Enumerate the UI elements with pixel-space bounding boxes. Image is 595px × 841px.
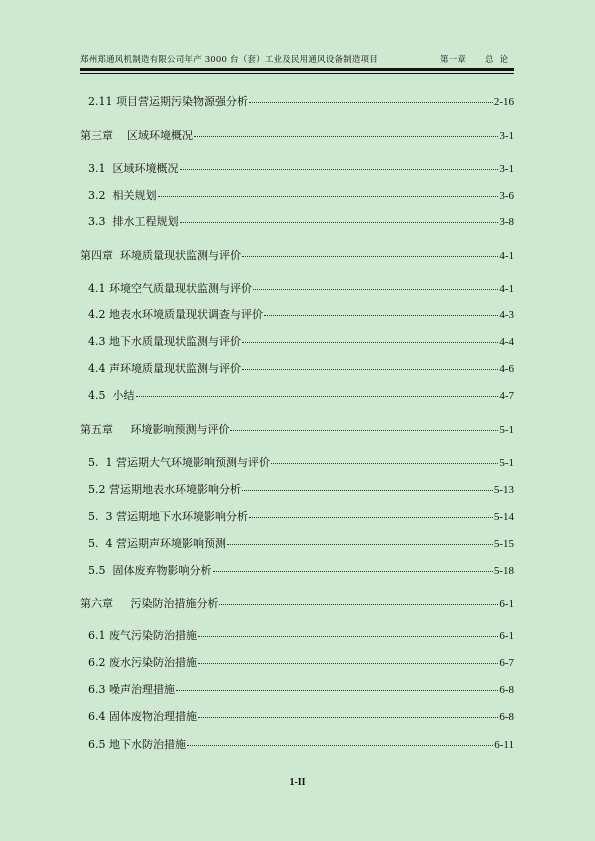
toc-entry[interactable] <box>88 736 514 754</box>
toc-entry[interactable] <box>88 562 514 580</box>
toc-entry-title: 5.5 固体废弃物影响分析 <box>88 564 212 577</box>
toc-entry-page: 5-1 <box>499 457 514 469</box>
toc-entry-title: 第四章 环境质量现状监测与评价 <box>80 249 241 262</box>
toc-entry[interactable] <box>88 213 514 231</box>
toc-entry-title: 6.2 废水污染防治措施 <box>88 656 197 669</box>
toc-entry[interactable] <box>80 247 514 265</box>
toc-entry[interactable] <box>88 508 514 526</box>
dot-leader <box>230 429 498 431</box>
toc-entry-title: 6.4 固体废物治理措施 <box>88 710 197 723</box>
toc-entry-page: 4-1 <box>499 250 514 262</box>
toc-entry[interactable] <box>88 454 514 472</box>
toc-entry-title: 4.2 地表水环境质量现状调查与评价 <box>88 308 263 321</box>
dot-leader <box>194 135 498 137</box>
header-rule-thick <box>80 68 514 71</box>
toc-entry-title: 3.2 相关规划 <box>88 189 157 202</box>
toc-entry-page: 3-8 <box>499 216 514 228</box>
toc-entry-title: 3.3 排水工程规划 <box>88 215 179 228</box>
toc-entry-page: 3-1 <box>499 163 514 175</box>
toc-entry-title: 第五章 环境影响预测与评价 <box>80 423 230 436</box>
toc-entry-page: 4-7 <box>499 390 514 402</box>
dot-leader <box>219 603 498 605</box>
dot-leader <box>136 395 499 397</box>
toc-entry-page: 6-1 <box>499 630 514 642</box>
dot-leader <box>158 195 499 197</box>
toc-entry-title: 4.1 环境空气质量现状监测与评价 <box>88 282 252 295</box>
toc-entry-title: 4.5 小结 <box>88 389 135 402</box>
toc-entry-page: 5-18 <box>493 565 514 577</box>
toc-entry-title: 5. 4 营运期声环境影响预测 <box>88 537 226 550</box>
toc-entry-page: 4-3 <box>499 309 514 321</box>
header-chapter: 第一章 <box>440 55 467 65</box>
toc-entry-title: 6.1 废气污染防治措施 <box>88 629 197 642</box>
toc-entry-title: 4.3 地下水质量现状监测与评价 <box>88 335 241 348</box>
dot-leader <box>198 716 498 718</box>
toc-entry-title: 5. 3 营运期地下水环境影响分析 <box>88 510 248 523</box>
running-header <box>80 52 514 68</box>
dot-leader <box>271 462 498 464</box>
toc-entry-title: 5.2 营运期地表水环境影响分析 <box>88 483 241 496</box>
toc-entry-page: 6-1 <box>499 598 514 610</box>
toc-entry[interactable] <box>88 360 514 378</box>
page-number: 1-II <box>289 777 306 788</box>
header-rule-thin <box>80 73 514 74</box>
toc-entry[interactable] <box>88 654 514 672</box>
dot-leader <box>264 314 498 316</box>
toc-entry-page: 2-16 <box>493 96 514 108</box>
toc-entry[interactable] <box>88 681 514 699</box>
dot-leader <box>242 255 498 257</box>
toc-entry-page: 4-6 <box>499 363 514 375</box>
toc-entry-page: 5-1 <box>499 424 514 436</box>
toc-entry-page: 6-8 <box>499 684 514 696</box>
toc-entry[interactable] <box>88 481 514 499</box>
toc-entry-page: 6-11 <box>494 739 514 751</box>
toc-entry[interactable] <box>88 708 514 726</box>
toc-entry-title: 4.4 声环境质量现状监测与评价 <box>88 362 241 375</box>
toc-entry[interactable] <box>80 421 514 439</box>
toc-entry-title: 第六章 污染防治措施分析 <box>80 597 219 610</box>
dot-leader <box>249 101 493 103</box>
toc-entry-title: 3.1 区域环境概况 <box>88 162 179 175</box>
toc-entry-page: 5-15 <box>493 538 514 550</box>
toc-entry[interactable] <box>88 280 514 298</box>
dot-leader <box>180 168 499 170</box>
dot-leader <box>198 635 498 637</box>
dot-leader <box>213 570 493 572</box>
toc-entry-page: 5-13 <box>493 484 514 496</box>
dot-leader <box>242 489 493 491</box>
toc-entry-page: 3-6 <box>499 190 514 202</box>
toc-entry[interactable] <box>80 595 514 613</box>
dot-leader <box>253 288 498 290</box>
toc-entry-page: 4-1 <box>499 283 514 295</box>
toc-entry-title: 5. 1 营运期大气环境影响预测与评价 <box>88 456 270 469</box>
toc-entry[interactable] <box>88 187 514 205</box>
toc-entry[interactable] <box>88 627 514 645</box>
header-section: 总论 <box>484 55 514 65</box>
toc-entry-title: 6.5 地下水防治措施 <box>88 738 186 751</box>
toc-entry[interactable] <box>88 535 514 553</box>
toc-entry-title: 6.3 噪声治理措施 <box>88 683 175 696</box>
toc-entry[interactable] <box>80 127 514 145</box>
toc-entry-page: 4-4 <box>499 336 514 348</box>
dot-leader <box>249 516 493 518</box>
toc-entry[interactable] <box>88 306 514 324</box>
toc-entry-title: 第三章 区域环境概况 <box>80 129 193 142</box>
dot-leader <box>242 368 498 370</box>
header-title: 郑州郑通风机制造有限公司年产 3000 台（套）工业及民用通风设备制造项目 <box>80 55 378 65</box>
dot-leader <box>176 689 498 691</box>
toc-entry-page: 5-14 <box>493 511 514 523</box>
toc-entry-page: 3-1 <box>499 130 514 142</box>
toc-entry[interactable] <box>88 387 514 405</box>
dot-leader <box>227 543 493 545</box>
dot-leader <box>187 744 493 746</box>
toc-entry-title: 2.11 项目营运期污染物源强分析 <box>88 95 248 108</box>
dot-leader <box>180 221 499 223</box>
toc-entry[interactable] <box>88 333 514 351</box>
toc-entry-page: 6-7 <box>499 657 514 669</box>
toc-entry[interactable] <box>88 93 514 111</box>
dot-leader <box>198 662 498 664</box>
dot-leader <box>242 341 498 343</box>
toc-entry-page: 6-8 <box>499 711 514 723</box>
toc-entry[interactable] <box>88 160 514 178</box>
